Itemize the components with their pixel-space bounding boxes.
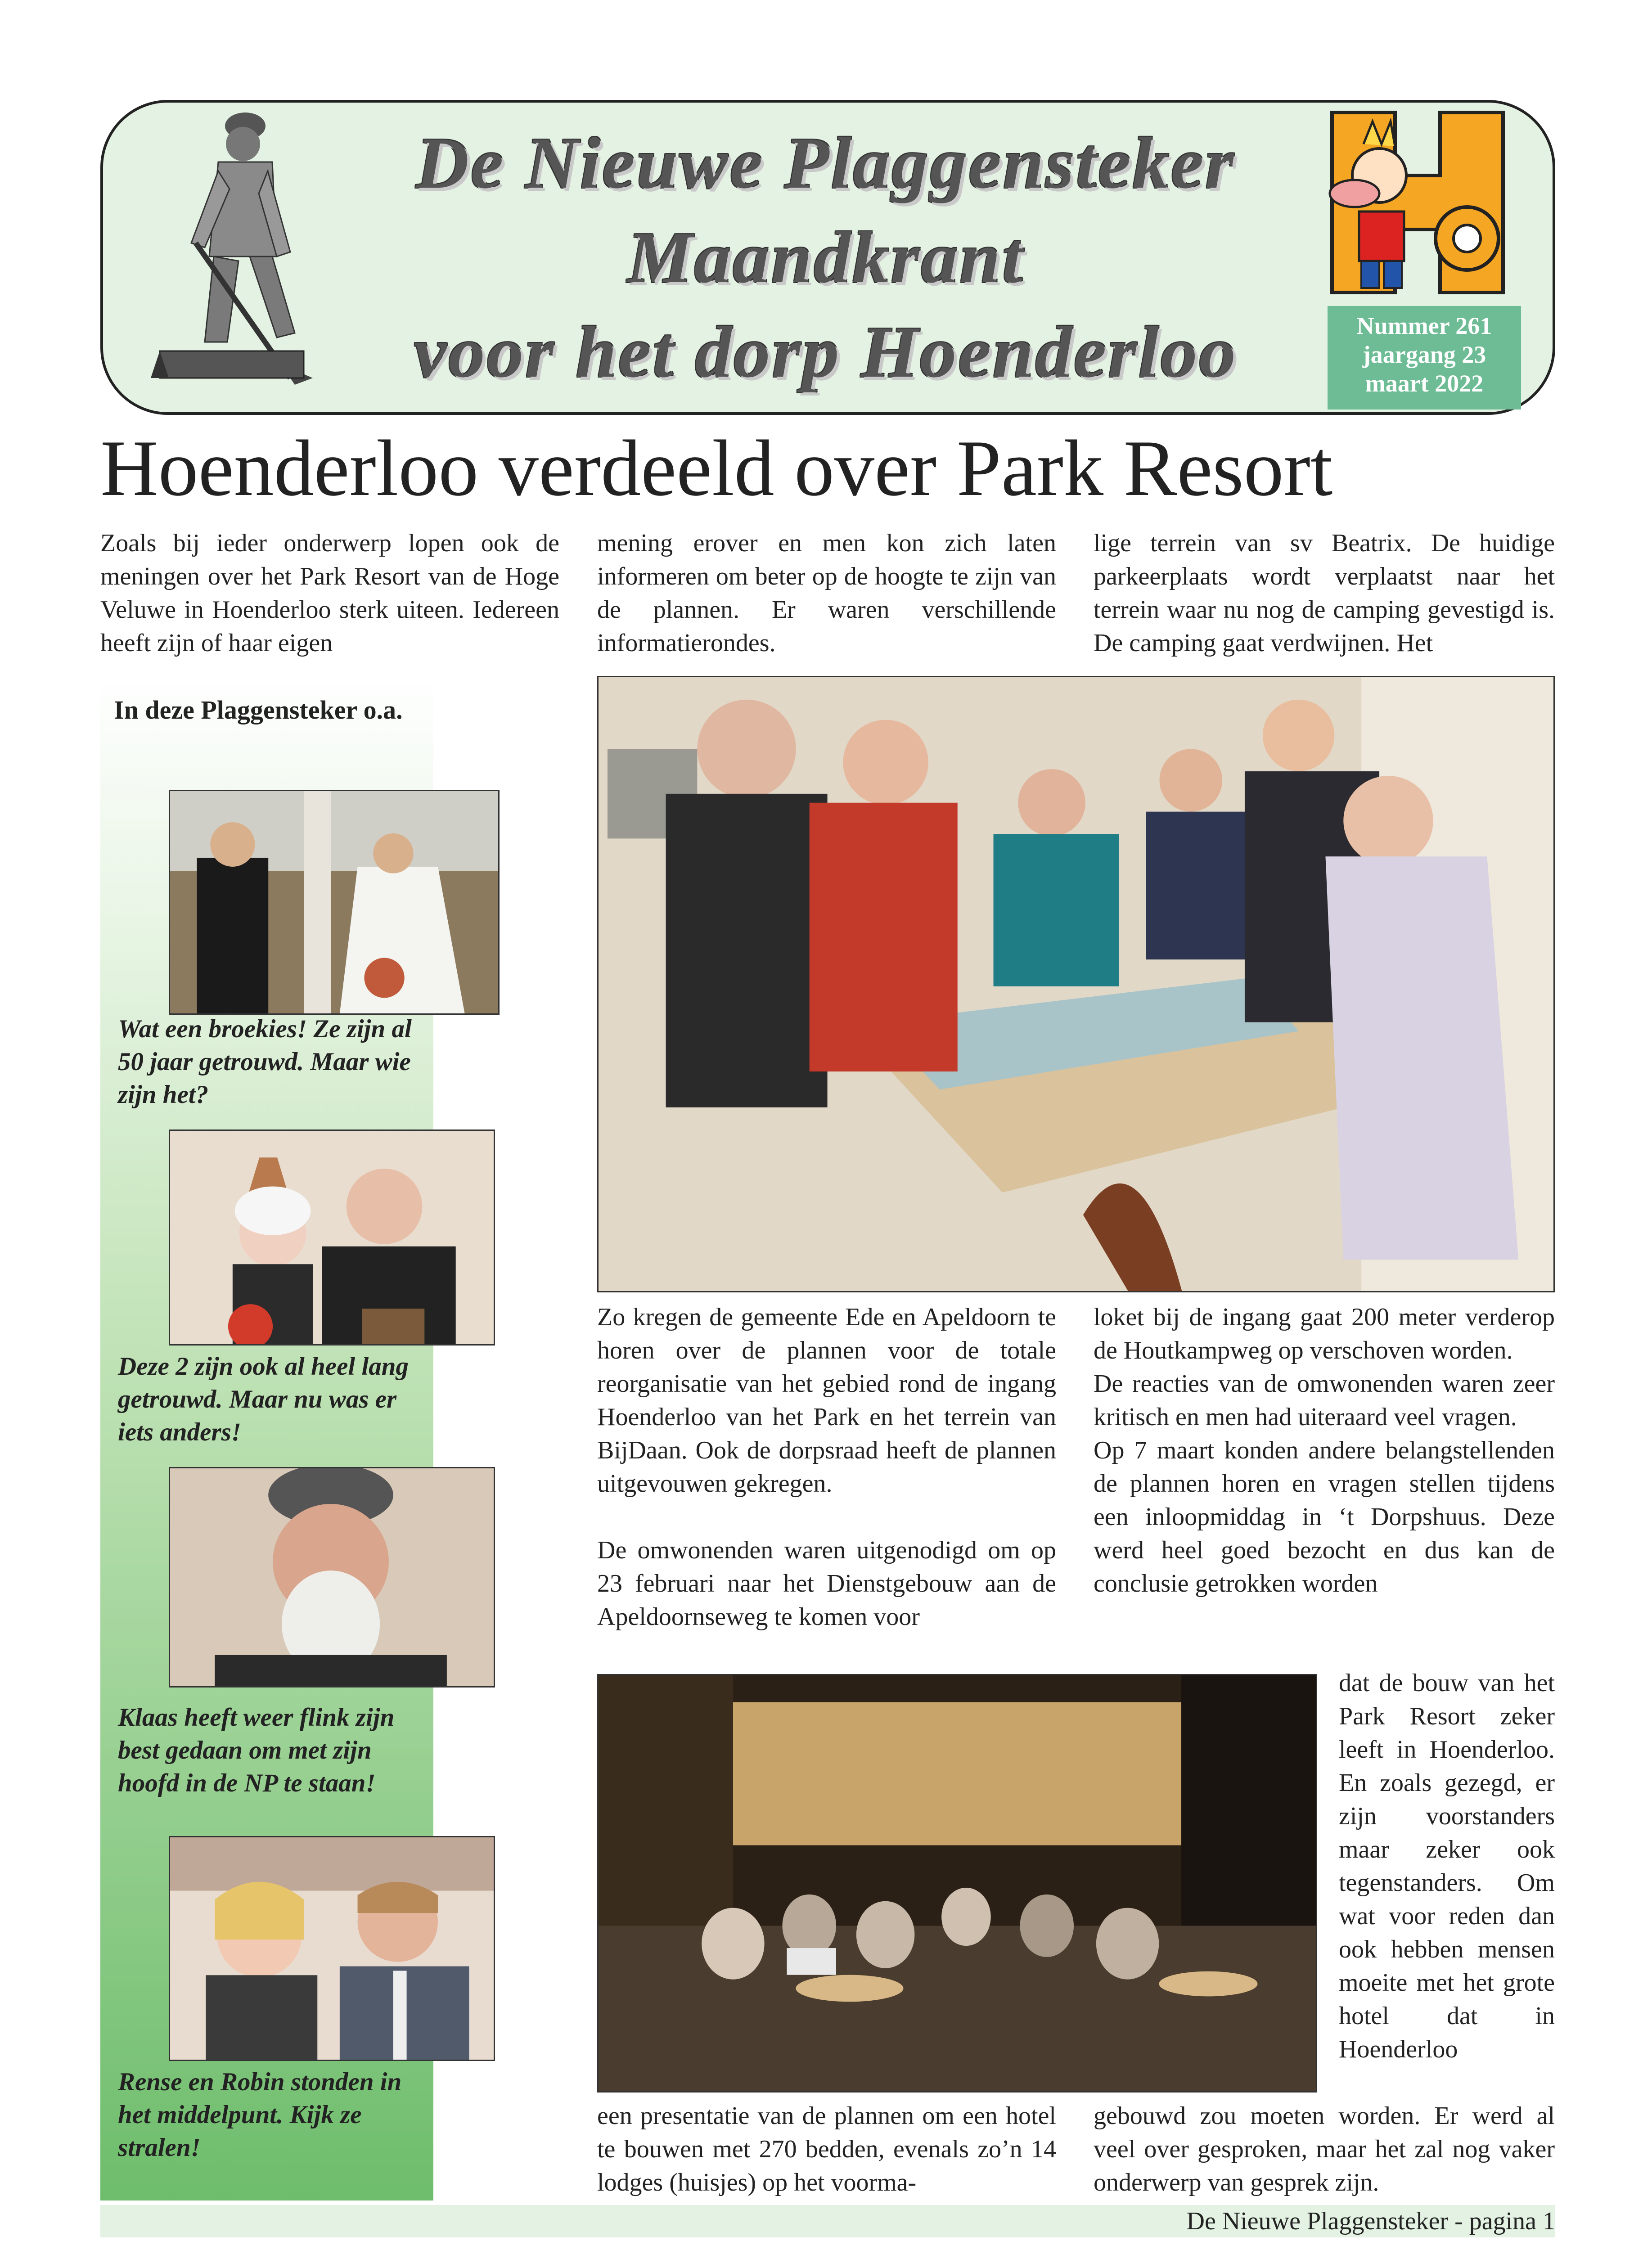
article-column-3-middle [1094, 1300, 1555, 1600]
article-paragraph: Op 7 maart konden andere belangstellenden de plannen horen en vragen stellen tijdens een inloopmiddag in ‘t Dorpshuus. Deze werd heel goed bezocht en dus kan de conclusie getrokken worden [1094, 1436, 1555, 1598]
issue-year: jaargang 23 [1362, 341, 1486, 368]
article-paragraph: gebouwd zou moeten worden. Er werd al veel over gesproken, maar het zal nog vaker onderwerp van gesprek zijn. [1094, 2102, 1555, 2196]
article-paragraph: lige terrein van sv Beatrix. De huidige parkeerplaats wordt verplaatst naar het terrein waar nu nog de camping gevestigd is. De camping gaat verdwijnen. Het [1094, 529, 1555, 657]
masthead-title-line-2: Maandkrant [627, 217, 1025, 298]
article-paragraph: De omwonenden waren uitgenodigd om op 23 februari naar het Dienstgebouw aan de Apeldoornseweg te komen voor [597, 1536, 1056, 1631]
article-column-2-middle [597, 1300, 1056, 1634]
article-column-2-bottom [597, 2099, 1056, 2199]
klaas-portrait-photo [169, 1467, 495, 1688]
article-column-2-top [597, 526, 1056, 660]
article-paragraph: loket bij de ingang gaat 200 meter verderop de Houtkampweg op verschoven worden. [1094, 1303, 1555, 1364]
meeting-table-photo [597, 676, 1555, 1292]
article-paragraph: dat de bouw van het Park Resort zeker leeft in Hoenderloo. En zoals gezegd, er zijn voorstanders maar zeker ook tegenstanders. Om wat voor reden dan ook hebben mensen moeite met het grote hotel dat in Hoenderloo [1339, 1669, 1555, 2063]
article-headline: Hoenderloo verdeeld over Park Resort [100, 423, 1333, 513]
sidebar-caption-3: Klaas heeft weer flink zijn best gedaan om met zijn hoofd in de NP te staan! [118, 1703, 395, 1797]
article-paragraph: mening erover en men kon zich laten informeren om beter op de hoogte te zijn van de plannen. Er waren verschillende informatierondes. [597, 529, 1056, 657]
issue-number: Nummer 261 [1356, 312, 1492, 339]
article-column-3-wrap [1339, 1666, 1555, 2066]
article-paragraph: De reacties van de omwonenden waren zeer kritisch en men had uiteraard veel vragen. [1094, 1370, 1555, 1431]
statue-figure-icon [142, 108, 322, 387]
article-column-3-top [1094, 526, 1555, 660]
article-paragraph: een presentatie van de plannen om een hotel te bouwen met 270 bedden, evenals zo’n 14 lodges (huisjes) op het voorma- [597, 2102, 1056, 2196]
article-paragraph: Zoals bij ieder onderwerp lopen ook de meningen over het Park Resort van de Hoge Veluwe in Hoenderloo sterk uiteen. Iedereen heeft zijn of haar eigen [100, 529, 559, 657]
sidebar-caption-2: Deze 2 zijn ook al heel lang getrouwd. Maar nu was er iets anders! [118, 1352, 409, 1446]
article-column-1-top [100, 526, 559, 660]
sidebar-caption-4: Rense en Robin stonden in het middelpunt. Kijk ze stralen! [118, 2068, 402, 2162]
information-meeting-hall-photo [597, 1674, 1317, 2092]
sidebar-title: In deze Plaggensteker o.a. [114, 695, 403, 724]
sidebar-caption-1: Wat een broekies! Ze zijn al 50 jaar getrouwd. Maar wie zijn het? [118, 1015, 412, 1109]
masthead-title-line-3: voor het dorp Hoenderloo [414, 312, 1238, 393]
elderly-couple-photo [169, 1130, 495, 1346]
issue-info-box [1328, 306, 1521, 410]
masthead-title-line-1: De Nieuwe Plaggensteker [416, 123, 1236, 204]
ho-logo-icon [1305, 104, 1539, 302]
article-paragraph: Zo kregen de gemeente Ede en Apeldoorn te horen over de plannen voor de totale reorganisatie van het gebied rond de ingang Hoenderloo van het Park en het terrein van BijDaan. Ook de dorpsraad heeft de plannen uitgevouwen gekregen. [597, 1303, 1056, 1498]
rense-robin-photo [169, 1836, 495, 2061]
issue-date: maart 2022 [1365, 370, 1484, 397]
page-footer-text: De Nieuwe Plaggensteker - pagina 1 [1186, 2207, 1555, 2235]
wedding-photo [169, 790, 500, 1015]
article-column-3-bottom [1094, 2099, 1555, 2199]
